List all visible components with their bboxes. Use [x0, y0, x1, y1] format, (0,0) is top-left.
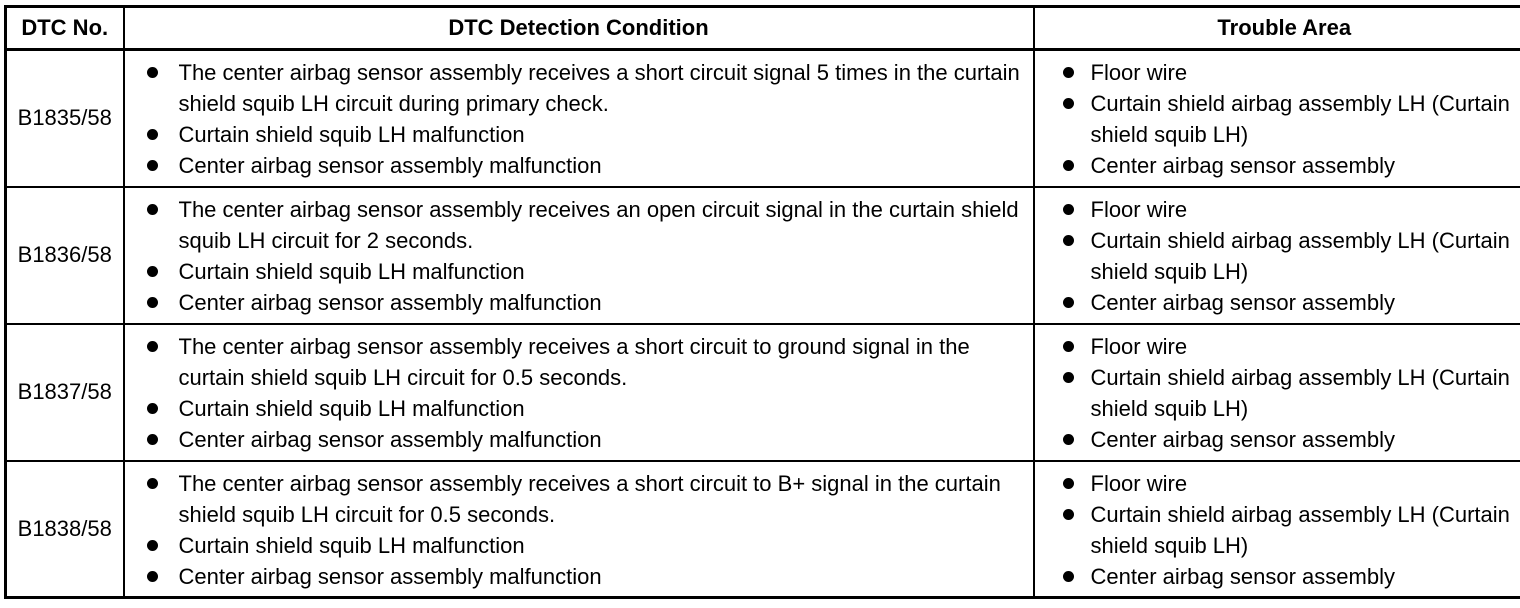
trouble-area-text: Floor wire [1090, 60, 1188, 86]
bullet-dot-icon [1063, 509, 1074, 520]
header-dtc-no: DTC No. [6, 7, 124, 50]
trouble-area-cell [1034, 324, 1520, 461]
header-trouble-area: Trouble Area [1034, 7, 1520, 50]
condition-text: Center airbag sensor assembly malfunction [178, 427, 602, 452]
bullet-dot-icon [147, 403, 158, 414]
dtc-code: B1836/58 [6, 187, 124, 324]
bullet-dot-icon [1063, 98, 1074, 109]
header-row [6, 7, 1520, 50]
table-row [6, 50, 1520, 187]
bullet-dot-icon [1063, 235, 1074, 246]
list-item [1035, 150, 1520, 181]
dtc-code: B1837/58 [6, 324, 124, 461]
trouble-area-text: Floor wire [1090, 334, 1188, 359]
list-item [125, 530, 1033, 561]
list-item [1035, 194, 1520, 225]
trouble-area-list [1035, 52, 1520, 184]
list-item [1035, 424, 1520, 455]
trouble-area-text: Center airbag sensor assembly [1090, 153, 1395, 179]
trouble-area-text: Curtain shield airbag assembly LH (Curtain shield squib LH) [1090, 228, 1510, 284]
detection-condition-cell [124, 187, 1034, 324]
list-item [1035, 331, 1520, 362]
bullet-dot-icon [147, 204, 158, 215]
list-item [125, 468, 1033, 530]
bullet-dot-icon [1063, 204, 1074, 215]
list-item [125, 287, 1033, 318]
list-item [1035, 57, 1520, 88]
table-row [6, 461, 1520, 598]
condition-text: The center airbag sensor assembly receives an open circuit signal in the curtain shield squib LH circuit for 2 seconds. [178, 197, 1019, 253]
list-item [125, 119, 1033, 150]
condition-text: Center airbag sensor assembly malfunction [178, 290, 602, 315]
condition-list [125, 52, 1033, 184]
list-item [1035, 499, 1520, 561]
list-item [1035, 88, 1520, 150]
bullet-dot-icon [1063, 571, 1074, 582]
bullet-dot-icon [1063, 434, 1074, 445]
list-item [125, 331, 1033, 393]
list-item [125, 561, 1033, 592]
list-item [125, 393, 1033, 424]
table-row [6, 187, 1520, 324]
trouble-area-text: Center airbag sensor assembly [1090, 290, 1395, 315]
trouble-area-cell [1034, 50, 1520, 187]
trouble-area-text: Floor wire [1090, 470, 1188, 496]
bullet-dot-icon [1063, 478, 1074, 489]
condition-text: Curtain shield squib LH malfunction [178, 532, 525, 558]
trouble-area-list [1035, 189, 1520, 321]
trouble-area-cell [1034, 461, 1520, 598]
list-item [1035, 468, 1520, 499]
bullet-dot-icon [147, 540, 158, 551]
trouble-area-text: Curtain shield airbag assembly LH (Curtain shield squib LH) [1090, 365, 1510, 421]
bullet-dot-icon [147, 297, 158, 308]
dtc-code: B1838/58 [6, 461, 124, 598]
bullet-dot-icon [147, 478, 158, 489]
detection-condition-cell [124, 461, 1034, 598]
condition-text: Curtain shield squib LH malfunction [178, 122, 525, 148]
bullet-dot-icon [1063, 341, 1074, 352]
bullet-dot-icon [1063, 160, 1074, 171]
trouble-area-text: Floor wire [1090, 197, 1188, 222]
list-item [1035, 561, 1520, 592]
bullet-dot-icon [147, 341, 158, 352]
trouble-area-text: Curtain shield airbag assembly LH (Curtain shield squib LH) [1090, 501, 1510, 558]
bullet-dot-icon [147, 129, 158, 140]
list-item [125, 256, 1033, 287]
condition-list [125, 189, 1033, 321]
trouble-area-list [1035, 463, 1520, 595]
list-item [1035, 225, 1520, 287]
bullet-dot-icon [147, 160, 158, 171]
bullet-dot-icon [1063, 297, 1074, 308]
bullet-dot-icon [147, 434, 158, 445]
dtc-code: B1835/58 [6, 50, 124, 187]
list-item [125, 150, 1033, 181]
condition-list [125, 326, 1033, 458]
list-item [1035, 287, 1520, 318]
trouble-area-text: Center airbag sensor assembly [1090, 563, 1395, 589]
condition-text: Center airbag sensor assembly malfunction [178, 153, 602, 179]
bullet-dot-icon [147, 67, 158, 78]
condition-text: The center airbag sensor assembly receives a short circuit to ground signal in the curtain shield squib LH circuit for 0.5 seconds. [178, 334, 970, 390]
list-item [125, 424, 1033, 455]
bullet-dot-icon [1063, 67, 1074, 78]
trouble-area-text: Curtain shield airbag assembly LH (Curtain shield squib LH) [1090, 91, 1510, 148]
bullet-dot-icon [147, 571, 158, 582]
condition-text: Curtain shield squib LH malfunction [178, 396, 525, 421]
header-detection-condition: DTC Detection Condition [124, 7, 1034, 50]
detection-condition-cell [124, 324, 1034, 461]
trouble-area-text: Center airbag sensor assembly [1090, 427, 1395, 452]
bullet-dot-icon [1063, 372, 1074, 383]
list-item [125, 57, 1033, 119]
detection-condition-cell [124, 50, 1034, 187]
dtc-table [4, 5, 1520, 599]
condition-list [125, 463, 1033, 595]
condition-text: The center airbag sensor assembly receives a short circuit signal 5 times in the curtain shield squib LH circuit during primary check. [178, 60, 1020, 117]
condition-text: Center airbag sensor assembly malfunction [178, 563, 602, 589]
table-row [6, 324, 1520, 461]
trouble-area-list [1035, 326, 1520, 458]
bullet-dot-icon [147, 266, 158, 277]
trouble-area-cell [1034, 187, 1520, 324]
list-item [1035, 362, 1520, 424]
list-item [125, 194, 1033, 256]
condition-text: Curtain shield squib LH malfunction [178, 259, 525, 284]
condition-text: The center airbag sensor assembly receives a short circuit to B+ signal in the curtain shield squib LH circuit for 0.5 seconds. [178, 470, 1001, 527]
